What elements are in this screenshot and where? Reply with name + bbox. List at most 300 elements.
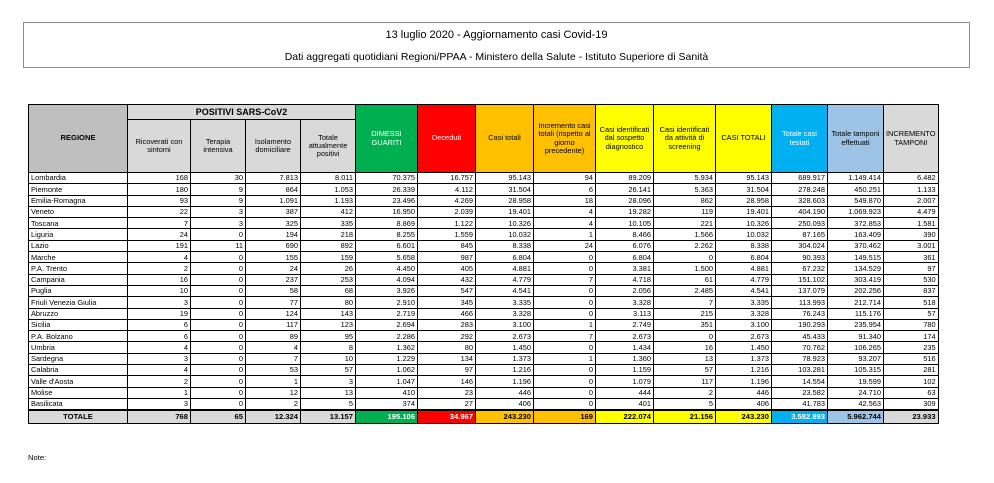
- table-cell: 2.694: [356, 319, 418, 330]
- table-cell: 0: [534, 308, 596, 319]
- table-row: [29, 398, 939, 410]
- table-cell: 26.141: [596, 184, 654, 195]
- table-cell: 90.393: [772, 252, 828, 263]
- region-name-cell: Emilia-Romagna: [29, 195, 128, 206]
- table-cell: 8.338: [716, 240, 772, 251]
- table-cell: 444: [596, 387, 654, 398]
- table-cell: 4.541: [476, 285, 534, 296]
- table-cell: 3.335: [476, 297, 534, 308]
- table-cell: 3.100: [716, 319, 772, 330]
- table-cell: 253: [301, 274, 356, 285]
- col-header-isolamento: Isolamento domiciliare: [246, 120, 301, 173]
- table-cell: 2.719: [356, 308, 418, 319]
- table-cell: 95: [301, 331, 356, 342]
- table-cell: 80: [301, 297, 356, 308]
- table-cell: 0: [191, 229, 246, 240]
- table-cell: 10.032: [716, 229, 772, 240]
- table-row: [29, 206, 939, 217]
- table-cell: 10: [128, 285, 191, 296]
- table-cell: 1.047: [356, 376, 418, 387]
- table-cell: 45.433: [772, 331, 828, 342]
- table-cell: 155: [246, 252, 301, 263]
- table-cell: 3: [301, 376, 356, 387]
- table-cell: 235: [884, 342, 939, 353]
- table-cell: 516: [884, 353, 939, 364]
- total-row: [29, 410, 939, 424]
- group-header-positivi: POSITIVI SARS-CoV2: [128, 105, 356, 120]
- region-name-cell: P.A. Trento: [29, 263, 128, 274]
- table-cell: 57: [884, 308, 939, 319]
- col-header-dimessi-guariti: DIMESSI GUARITI: [356, 105, 418, 173]
- table-row: [29, 319, 939, 330]
- col-header-tamponi: Totale tamponi effettuati: [828, 105, 884, 173]
- table-cell: 123: [301, 319, 356, 330]
- table-cell: 2.286: [356, 331, 418, 342]
- table-cell: 7: [534, 331, 596, 342]
- table-cell: 2.262: [654, 240, 716, 251]
- table-row: [29, 297, 939, 308]
- table-cell: 8.011: [301, 173, 356, 184]
- table-cell: 57: [654, 365, 716, 376]
- table-cell: 3.113: [596, 308, 654, 319]
- table-cell: 4.718: [596, 274, 654, 285]
- table-cell: 0: [191, 274, 246, 285]
- table-cell: 309: [884, 398, 939, 410]
- table-cell: 2.673: [716, 331, 772, 342]
- table-cell: 31.504: [476, 184, 534, 195]
- table-cell: 119: [654, 206, 716, 217]
- table-cell: 2.039: [418, 206, 476, 217]
- table-cell: 1.373: [476, 353, 534, 364]
- total-cell: 34.967: [418, 410, 476, 424]
- region-name-cell: Valle d'Aosta: [29, 376, 128, 387]
- table-cell: 0: [191, 365, 246, 376]
- table-cell: 3: [128, 398, 191, 410]
- table-cell: 3.328: [716, 308, 772, 319]
- table-cell: 24: [128, 229, 191, 240]
- col-header-ricoverati: Ricoverati con sintomi: [128, 120, 191, 173]
- table-cell: 370.462: [828, 240, 884, 251]
- table-cell: 26.339: [356, 184, 418, 195]
- table-cell: 70.375: [356, 173, 418, 184]
- table-cell: 4.479: [884, 206, 939, 217]
- total-cell: 65: [191, 410, 246, 424]
- table-row: [29, 285, 939, 296]
- table-cell: 1.069.923: [828, 206, 884, 217]
- table-cell: 80: [418, 342, 476, 353]
- table-cell: 862: [654, 195, 716, 206]
- table-cell: 1.149.414: [828, 173, 884, 184]
- table-row: [29, 252, 939, 263]
- table-cell: 4: [246, 342, 301, 353]
- table-cell: 18: [534, 195, 596, 206]
- table-cell: 6.076: [596, 240, 654, 251]
- table-cell: 0: [191, 308, 246, 319]
- table-cell: 19.401: [716, 206, 772, 217]
- table-cell: 547: [418, 285, 476, 296]
- table-cell: 9: [191, 195, 246, 206]
- table-cell: 6.804: [476, 252, 534, 263]
- table-cell: 95.143: [716, 173, 772, 184]
- table-cell: 7.813: [246, 173, 301, 184]
- table-cell: 361: [884, 252, 939, 263]
- region-name-cell: Lombardia: [29, 173, 128, 184]
- table-row: [29, 274, 939, 285]
- table-cell: 1: [534, 353, 596, 364]
- table-cell: 0: [191, 331, 246, 342]
- table-cell: 1.229: [356, 353, 418, 364]
- region-name-cell: Puglia: [29, 285, 128, 296]
- table-cell: 22: [128, 206, 191, 217]
- table-cell: 0: [191, 252, 246, 263]
- table-cell: 518: [884, 297, 939, 308]
- table-cell: 58: [246, 285, 301, 296]
- table-cell: 91.340: [828, 331, 884, 342]
- table-cell: 10.032: [476, 229, 534, 240]
- table-cell: 549.870: [828, 195, 884, 206]
- table-cell: 16: [654, 342, 716, 353]
- region-name-cell: Sicilia: [29, 319, 128, 330]
- table-cell: 14.554: [772, 376, 828, 387]
- table-cell: 1.216: [716, 365, 772, 376]
- table-cell: 159: [301, 252, 356, 263]
- table-cell: 235.954: [828, 319, 884, 330]
- table-cell: 9: [191, 184, 246, 195]
- table-cell: 0: [534, 365, 596, 376]
- table-cell: 13: [301, 387, 356, 398]
- region-name-cell: Basilicata: [29, 398, 128, 410]
- total-cell: 169: [534, 410, 596, 424]
- table-cell: 8: [301, 342, 356, 353]
- col-header-casi-sospetto: Casi identificati dal sospetto diagnostico: [596, 105, 654, 173]
- table-row: [29, 184, 939, 195]
- table-cell: 5: [654, 398, 716, 410]
- table-cell: 372.853: [828, 218, 884, 229]
- table-cell: 0: [191, 297, 246, 308]
- col-header-incremento-tamponi: INCREMENTO TAMPONI: [884, 105, 939, 173]
- table-cell: 2.910: [356, 297, 418, 308]
- col-header-casi-screening: Casi identificati da attività di screening: [654, 105, 716, 173]
- table-cell: 5.658: [356, 252, 418, 263]
- table-cell: 194: [246, 229, 301, 240]
- table-cell: 218: [301, 229, 356, 240]
- table-cell: 30: [191, 173, 246, 184]
- table-cell: 1.559: [418, 229, 476, 240]
- table-cell: 95.143: [476, 173, 534, 184]
- table-cell: 16.757: [418, 173, 476, 184]
- table-cell: 23: [418, 387, 476, 398]
- table-cell: 446: [716, 387, 772, 398]
- table-cell: 328.603: [772, 195, 828, 206]
- total-label-cell: TOTALE: [29, 410, 128, 424]
- table-cell: 0: [191, 353, 246, 364]
- table-cell: 12: [246, 387, 301, 398]
- table-cell: 16.950: [356, 206, 418, 217]
- table-cell: 1.196: [716, 376, 772, 387]
- table-cell: 0: [191, 398, 246, 410]
- table-row: [29, 376, 939, 387]
- table-cell: 2: [654, 387, 716, 398]
- table-cell: 7: [654, 297, 716, 308]
- table-cell: 11: [191, 240, 246, 251]
- table-cell: 1.500: [654, 263, 716, 274]
- note-label: Note:: [28, 453, 47, 462]
- table-cell: 1.450: [476, 342, 534, 353]
- col-header-regione: REGIONE: [29, 105, 128, 173]
- table-cell: 1.216: [476, 365, 534, 376]
- table-cell: 4.779: [716, 274, 772, 285]
- table-cell: 28.958: [476, 195, 534, 206]
- table-cell: 4.450: [356, 263, 418, 274]
- table-cell: 5: [301, 398, 356, 410]
- table-cell: 10: [301, 353, 356, 364]
- table-cell: 24.710: [828, 387, 884, 398]
- table-cell: 115.176: [828, 308, 884, 319]
- total-cell: 195.106: [356, 410, 418, 424]
- total-cell: 243.230: [476, 410, 534, 424]
- table-cell: 61: [654, 274, 716, 285]
- table-body: [29, 173, 939, 424]
- table-cell: 106.265: [828, 342, 884, 353]
- table-cell: 0: [191, 342, 246, 353]
- table-cell: 113.993: [772, 297, 828, 308]
- table-cell: 1.133: [884, 184, 939, 195]
- table-cell: 3.335: [716, 297, 772, 308]
- table-cell: 3: [128, 297, 191, 308]
- col-header-totale-positivi: Totale attualmente positivi: [301, 120, 356, 173]
- table-cell: 0: [534, 376, 596, 387]
- table-cell: 124: [246, 308, 301, 319]
- table-cell: 105.315: [828, 365, 884, 376]
- table-cell: 5.363: [654, 184, 716, 195]
- table-cell: 303.419: [828, 274, 884, 285]
- table-cell: 23.496: [356, 195, 418, 206]
- table-cell: 0: [191, 263, 246, 274]
- table-cell: 97: [418, 365, 476, 376]
- table-cell: 163.409: [828, 229, 884, 240]
- table-cell: 4.881: [476, 263, 534, 274]
- table-cell: 401: [596, 398, 654, 410]
- table-cell: 3: [191, 206, 246, 217]
- table-cell: 0: [534, 387, 596, 398]
- table-cell: 8.255: [356, 229, 418, 240]
- table-cell: 2: [128, 376, 191, 387]
- table-cell: 27: [418, 398, 476, 410]
- region-name-cell: Molise: [29, 387, 128, 398]
- table-cell: 3.328: [476, 308, 534, 319]
- page-title: 13 luglio 2020 - Aggiornamento casi Covid-19: [385, 29, 608, 41]
- table-cell: 102: [884, 376, 939, 387]
- table-cell: 4: [534, 206, 596, 217]
- table-cell: 212.714: [828, 297, 884, 308]
- table-cell: 292: [418, 331, 476, 342]
- table-cell: 7: [534, 274, 596, 285]
- table-cell: 374: [356, 398, 418, 410]
- region-name-cell: Sardegna: [29, 353, 128, 364]
- table-cell: 0: [534, 342, 596, 353]
- table-cell: 53: [246, 365, 301, 376]
- table-cell: 278.248: [772, 184, 828, 195]
- table-cell: 10.326: [716, 218, 772, 229]
- table-cell: 2.485: [654, 285, 716, 296]
- table-cell: 689.917: [772, 173, 828, 184]
- table-cell: 23.582: [772, 387, 828, 398]
- region-name-cell: Liguria: [29, 229, 128, 240]
- table-cell: 19: [128, 308, 191, 319]
- table-cell: 31.504: [716, 184, 772, 195]
- table-cell: 93: [128, 195, 191, 206]
- region-name-cell: Marche: [29, 252, 128, 263]
- table-cell: 3.328: [596, 297, 654, 308]
- table-cell: 351: [654, 319, 716, 330]
- total-cell: 768: [128, 410, 191, 424]
- table-cell: 3.926: [356, 285, 418, 296]
- table-cell: 89: [246, 331, 301, 342]
- table-cell: 57: [301, 365, 356, 376]
- table-row: [29, 229, 939, 240]
- table-row: [29, 353, 939, 364]
- table-cell: 987: [418, 252, 476, 263]
- table-cell: 19.599: [828, 376, 884, 387]
- table-cell: 6.601: [356, 240, 418, 251]
- region-name-cell: Umbria: [29, 342, 128, 353]
- table-cell: 2.673: [476, 331, 534, 342]
- table-cell: 1.122: [418, 218, 476, 229]
- table-cell: 4.112: [418, 184, 476, 195]
- table-cell: 202.256: [828, 285, 884, 296]
- table-cell: 404.190: [772, 206, 828, 217]
- table-cell: 1: [534, 319, 596, 330]
- table-cell: 215: [654, 308, 716, 319]
- col-header-casi-totali: Casi totali: [476, 105, 534, 173]
- table-cell: 68: [301, 285, 356, 296]
- table-cell: 191: [128, 240, 191, 251]
- table-cell: 390: [884, 229, 939, 240]
- table-cell: 97: [884, 263, 939, 274]
- table-row: [29, 342, 939, 353]
- region-name-cell: Piemonte: [29, 184, 128, 195]
- table-cell: 0: [191, 376, 246, 387]
- table-cell: 180: [128, 184, 191, 195]
- table-cell: 1.373: [716, 353, 772, 364]
- table-cell: 24: [246, 263, 301, 274]
- table-row: [29, 331, 939, 342]
- table-cell: 190.293: [772, 319, 828, 330]
- covid-data-table: [28, 104, 939, 424]
- table-cell: 3.381: [596, 263, 654, 274]
- table-cell: 530: [884, 274, 939, 285]
- table-cell: 6: [534, 184, 596, 195]
- page-subtitle: Dati aggregati quotidiani Regioni/PPAA - Ministero della Salute - Istituto Superiore di Sanità: [284, 51, 709, 63]
- col-header-incremento-casi: Incremento casi totali (rispetto al giorno precedente): [534, 105, 596, 173]
- table-cell: 117: [654, 376, 716, 387]
- table-cell: 0: [654, 252, 716, 263]
- region-name-cell: Friuli Venezia Giulia: [29, 297, 128, 308]
- table-cell: 6: [128, 331, 191, 342]
- table-cell: 4.779: [476, 274, 534, 285]
- total-cell: 222.074: [596, 410, 654, 424]
- table-cell: 5.934: [654, 173, 716, 184]
- table-cell: 89.209: [596, 173, 654, 184]
- table-cell: 2: [128, 263, 191, 274]
- col-header-deceduti: Deceduti: [418, 105, 476, 173]
- table-cell: 1.062: [356, 365, 418, 376]
- table-cell: 13: [654, 353, 716, 364]
- table-cell: 134.529: [828, 263, 884, 274]
- table-cell: 4: [128, 342, 191, 353]
- table-cell: 690: [246, 240, 301, 251]
- table-cell: 19.401: [476, 206, 534, 217]
- table-cell: 10.105: [596, 218, 654, 229]
- table-cell: 1.360: [596, 353, 654, 364]
- table-cell: 406: [476, 398, 534, 410]
- total-cell: 21.156: [654, 410, 716, 424]
- table-cell: 174: [884, 331, 939, 342]
- table-row: [29, 218, 939, 229]
- table-cell: 4.881: [716, 263, 772, 274]
- table-cell: 24: [534, 240, 596, 251]
- table-cell: 168: [128, 173, 191, 184]
- table-cell: 1: [246, 376, 301, 387]
- table-cell: 94: [534, 173, 596, 184]
- table-cell: 845: [418, 240, 476, 251]
- table-cell: 281: [884, 365, 939, 376]
- table-cell: 1.196: [476, 376, 534, 387]
- col-header-terapia-intensiva: Terapia intensiva: [191, 120, 246, 173]
- col-header-casi-testati: Totale casi testati: [772, 105, 828, 173]
- table-cell: 0: [534, 398, 596, 410]
- region-name-cell: Toscana: [29, 218, 128, 229]
- col-header-casi-totali-2: CASI TOTALI: [716, 105, 772, 173]
- table-cell: 446: [476, 387, 534, 398]
- table-cell: 1.079: [596, 376, 654, 387]
- table-cell: 1: [128, 387, 191, 398]
- table-cell: 1.434: [596, 342, 654, 353]
- table-cell: 1.193: [301, 195, 356, 206]
- table-cell: 1.053: [301, 184, 356, 195]
- table-cell: 6.804: [596, 252, 654, 263]
- table-cell: 450.251: [828, 184, 884, 195]
- table-cell: 0: [534, 285, 596, 296]
- table-cell: 28.096: [596, 195, 654, 206]
- table-cell: 466: [418, 308, 476, 319]
- table-cell: 0: [534, 252, 596, 263]
- table-cell: 41.783: [772, 398, 828, 410]
- table-cell: 16: [128, 274, 191, 285]
- table-row: [29, 195, 939, 206]
- table-cell: 1.581: [884, 218, 939, 229]
- table-cell: 237: [246, 274, 301, 285]
- table-cell: 2.056: [596, 285, 654, 296]
- table-cell: 103.281: [772, 365, 828, 376]
- region-name-cell: Lazio: [29, 240, 128, 251]
- table-cell: 0: [191, 285, 246, 296]
- table-cell: 335: [301, 218, 356, 229]
- table-cell: 137.079: [772, 285, 828, 296]
- table-cell: 8.338: [476, 240, 534, 251]
- table-row: [29, 387, 939, 398]
- table-cell: 149.515: [828, 252, 884, 263]
- table-cell: 7: [128, 218, 191, 229]
- total-cell: 12.324: [246, 410, 301, 424]
- table-cell: 3: [128, 353, 191, 364]
- table-cell: 304.024: [772, 240, 828, 251]
- table-cell: 0: [191, 387, 246, 398]
- table-cell: 0: [191, 319, 246, 330]
- table-row: [29, 365, 939, 376]
- table-cell: 2.673: [596, 331, 654, 342]
- table-cell: 406: [716, 398, 772, 410]
